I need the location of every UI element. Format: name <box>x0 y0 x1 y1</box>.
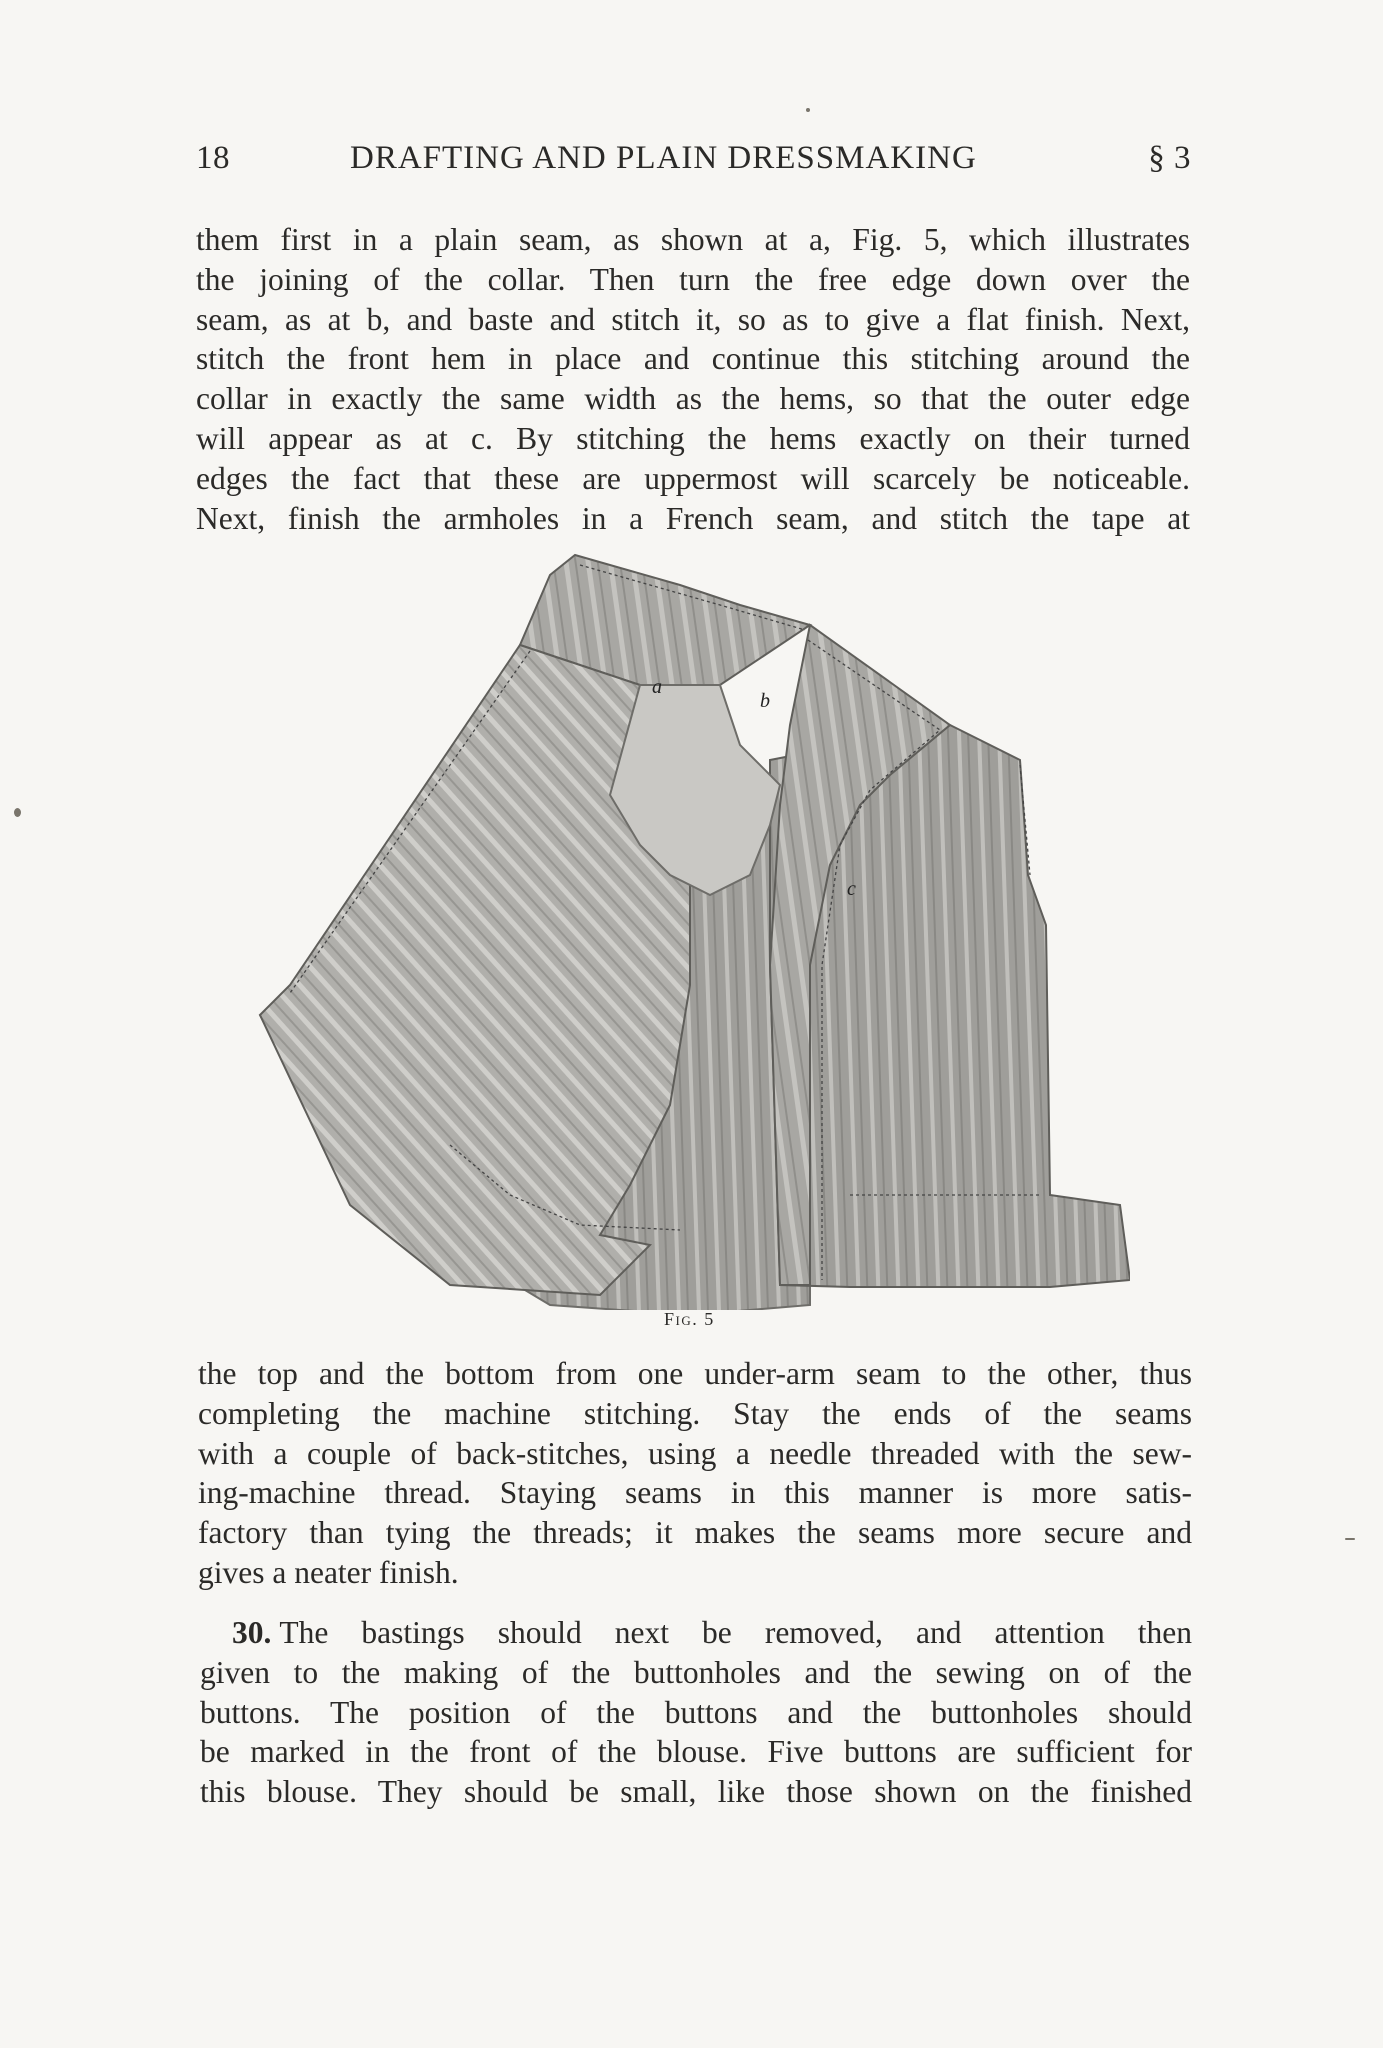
body-text-middle <box>198 1354 1192 1593</box>
blouse-illustration <box>250 545 1130 1310</box>
text-line: be marked in the front of the blouse. Five buttons are sufficient for <box>200 1734 1192 1770</box>
text-line: them first in a plain seam, as shown at a, Fig. 5, which illustrates <box>196 222 1190 257</box>
text-line: will appear as at c. By stitching the hems exactly on their turned <box>196 420 1190 456</box>
paper-speck <box>1345 1538 1355 1540</box>
running-head <box>196 136 1191 180</box>
paragraph-number: 30. <box>232 1615 272 1650</box>
text-line: Next, finish the armholes in a French seam, and stitch the tape at <box>196 500 1190 536</box>
text-line: the top and the bottom from one under-arm seam to the other, thus <box>198 1356 1192 1391</box>
text-line: seam, as at b, and baste and stitch it, so as to give a flat finish. Next, <box>196 301 1190 337</box>
running-title: DRAFTING AND PLAIN DRESSMAKING <box>350 140 977 176</box>
text-line: ing-machine thread. Staying seams in this manner is more satis- <box>198 1475 1192 1511</box>
text-line: with a couple of back-stitches, using a needle threaded with the sew- <box>198 1435 1192 1471</box>
text-line: The bastings should next be removed, and attention then <box>279 1615 1192 1650</box>
paragraph-first-line <box>200 1613 1192 1653</box>
text-line: this blouse. They should be small, like those shown on the finished <box>200 1774 1192 1810</box>
page-number: 18 <box>196 140 230 176</box>
figure-label-c: c <box>847 878 856 900</box>
paragraph-30 <box>200 1613 1192 1812</box>
text-line: factory than tying the threads; it makes the seams more secure and <box>198 1515 1192 1551</box>
figure-caption: Fig. 5 <box>664 1309 715 1329</box>
body-text-top <box>196 220 1190 538</box>
text-line: collar in exactly the same width as the hems, so that the outer edge <box>196 381 1190 417</box>
text-line: buttons. The position of the buttons and the buttonholes should <box>200 1694 1192 1730</box>
figure-label-b: b <box>760 690 770 712</box>
figure-label-a: a <box>652 676 662 698</box>
text-line: edges the fact that these are uppermost will scarcely be noticeable. <box>196 460 1190 496</box>
section-mark: § 3 <box>1148 140 1191 176</box>
text-line: given to the making of the buttonholes and the sewing on of the <box>200 1654 1192 1690</box>
text-line: the joining of the collar. Then turn the free edge down over the <box>196 261 1190 297</box>
text-line: completing the machine stitching. Stay the ends of the seams <box>198 1395 1192 1431</box>
text-line: stitch the front hem in place and continue this stitching around the <box>196 341 1190 377</box>
blouse-drawing <box>250 545 1130 1310</box>
paper-speck <box>14 808 21 817</box>
text-line: gives a neater finish. <box>198 1554 459 1590</box>
paper-speck <box>806 108 810 112</box>
